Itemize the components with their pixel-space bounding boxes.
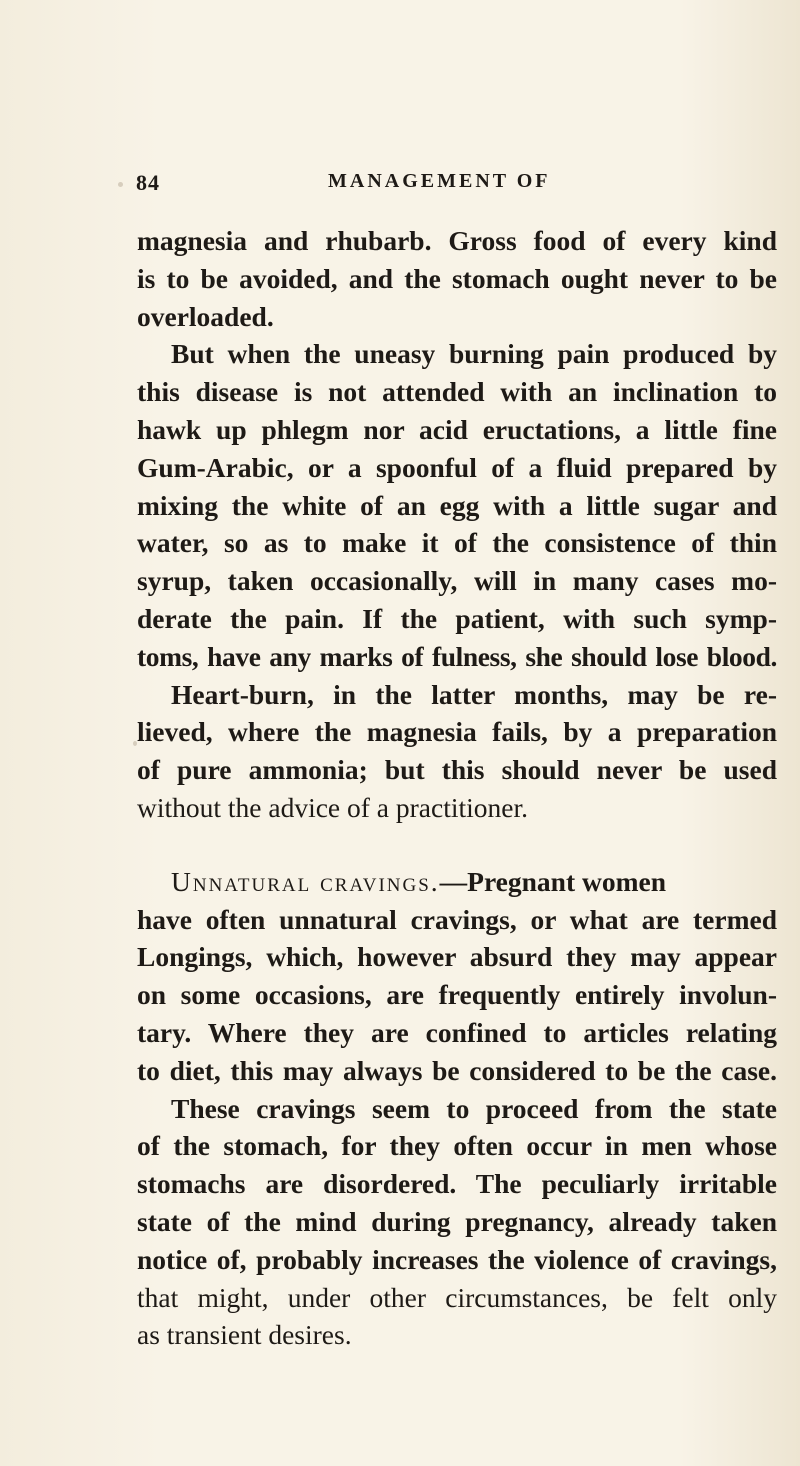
text-line: tary. Where they are confined to articles relating: [137, 1016, 777, 1048]
page-number: 84: [136, 170, 160, 195]
text-line: that might, under other circumstances, be felt only: [137, 1281, 777, 1313]
section-lead-text: —Pregnant women: [439, 865, 667, 897]
paragraph-gap: [137, 827, 777, 863]
text-line: mixing the white of an egg with a little sugar and: [137, 489, 777, 521]
text-line: magnesia and rhubarb. Gross food of every kind: [137, 225, 777, 256]
text-line: water, so as to make it of the consistence of thin: [137, 527, 777, 559]
text-line: without the advice of a practitioner.: [137, 791, 528, 823]
section-first-line: [137, 863, 777, 901]
text-line: toms, have any marks of fulness, she should lose blood.: [137, 640, 777, 672]
text-line: to diet, this may always be considered to be the case.: [137, 1054, 777, 1086]
text-line: overloaded.: [137, 300, 274, 332]
body-text: [137, 222, 777, 1354]
text-line: have often unnatural cravings, or what are termed: [137, 903, 777, 935]
text-line: stomachs are disordered. The peculiarly irritable: [137, 1168, 777, 1200]
text-line: as transient desires.: [137, 1319, 352, 1351]
foxing-spot: [118, 182, 123, 187]
text-line: of pure ammonia; but this should never be used: [137, 754, 777, 786]
text-line: derate the pain. If the patient, with such symp-: [137, 602, 777, 634]
text-line: Gum-Arabic, or a spoonful of a fluid prepared by: [137, 451, 777, 483]
running-title: MANAGEMENT OF: [328, 170, 551, 192]
text-line: on some occasions, are frequently entirely involun-: [137, 979, 777, 1011]
paragraph-first-line: But when the uneasy burning pain produced by: [171, 338, 777, 370]
paragraph-first-line: Heart-burn, in the latter months, may be re-: [171, 678, 777, 710]
text-line: this disease is not attended with an inclination to: [137, 376, 777, 408]
section-heading: Unnatural cravings.: [171, 865, 440, 897]
text-line: syrup, taken occasionally, will in many cases mo-: [137, 565, 777, 597]
text-line: notice of, probably increases the violence of cravings,: [137, 1243, 777, 1275]
text-line: Longings, which, however absurd they may appear: [137, 941, 777, 973]
text-line: of the stomach, for they often occur in men whose: [137, 1130, 777, 1162]
running-head: [136, 170, 736, 200]
text-line: hawk up phlegm nor acid eructations, a little fine: [137, 413, 777, 445]
paragraph-first-line: These cravings seem to proceed from the state: [171, 1092, 777, 1124]
text-line: lieved, where the magnesia fails, by a preparation: [137, 716, 777, 748]
text-line: state of the mind during pregnancy, already taken: [137, 1205, 777, 1237]
text-line: is to be avoided, and the stomach ought never to be: [137, 262, 777, 294]
